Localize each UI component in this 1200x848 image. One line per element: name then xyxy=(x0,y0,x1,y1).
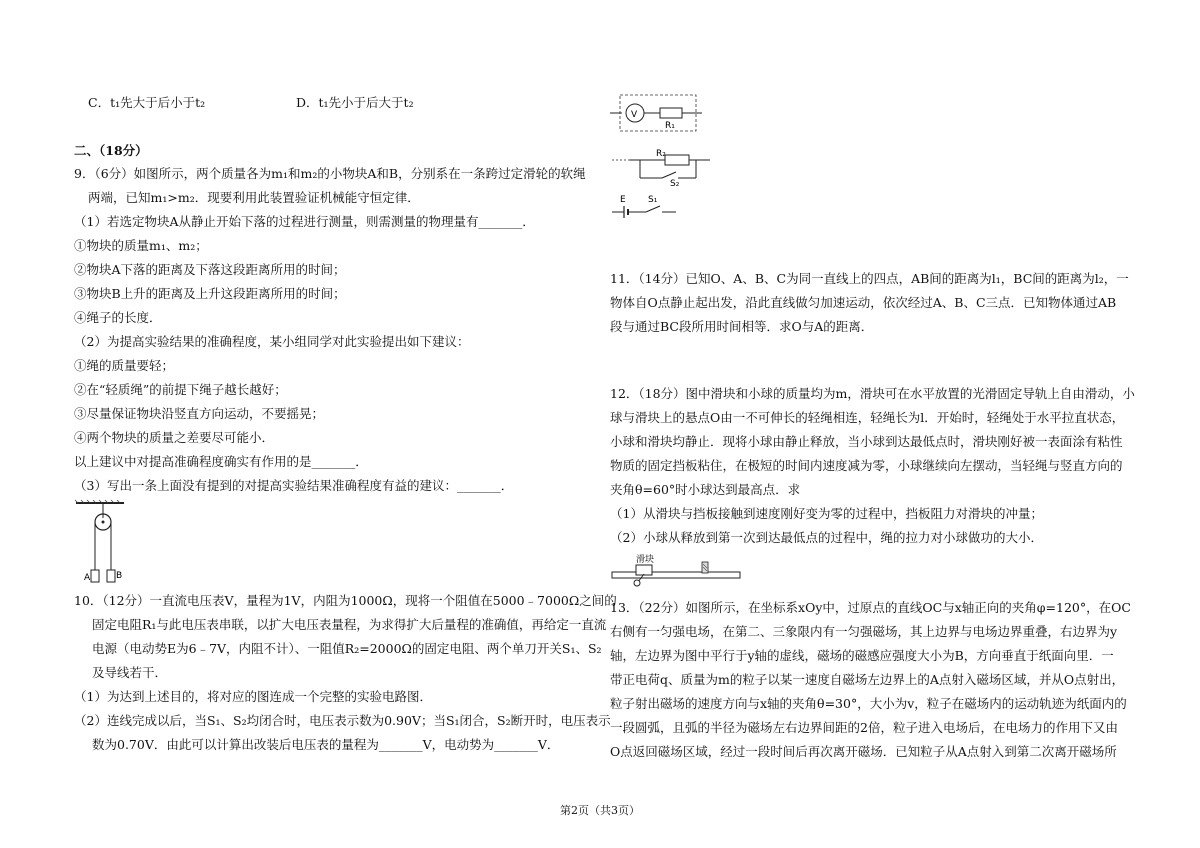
q12-line: 物质的固定挡板粘住，在极短的时间内速度减为零，小球继续向左摆动，当轻绳与竖直方向的 xyxy=(610,458,1123,473)
slider-label: 滑块 xyxy=(636,555,655,565)
block-a xyxy=(91,570,99,582)
q9-line: （3）写出一条上面没有提到的对提高实验结果准确程度有益的建议：_______． xyxy=(74,478,514,493)
q13-line: 粒子射出磁场的速度方向与x轴的夹角θ=30°，大小为v，粒子在磁场内的运动轨迹为纸面内的 xyxy=(610,696,1127,711)
q9-line: ④两个物块的质量之差要尽可能小． xyxy=(74,430,275,445)
baffle xyxy=(702,562,708,573)
pulley-figure xyxy=(74,500,134,584)
q10-line: 固定电阻R₁与此电压表串联，以扩大电压表量程，为求得扩大后量程的准确值，再给定一直流 xyxy=(92,617,607,632)
q9-line: （2）为提高实验结果的准确程度，某小组同学对此实验提出如下建议： xyxy=(74,334,470,349)
e-label: E xyxy=(620,195,626,205)
switch-s2 xyxy=(662,172,676,178)
q9-line: ②物块A下落的距离及下落这段距离所用的时间； xyxy=(74,262,346,277)
switch-s1 xyxy=(646,206,660,212)
q10-line: （1）为达到上述目的，将对应的图连成一个完整的实验电路图． xyxy=(74,689,432,704)
slider-block xyxy=(636,565,652,575)
q9-line: 两端，已知m₁>m₂．现要利用此装置验证机械能守恒定律． xyxy=(88,190,420,205)
q9-line: 9．（6分）如图所示，两个质量各为m₁和m₂的小物块A和B，分别系在一条跨过定滑轮的软绳 xyxy=(74,166,586,181)
q13-line: O点返回磁场区域，经过一段时间后再次离开磁场．已知粒子从A点射入到第二次离开磁场所 xyxy=(610,744,1117,759)
q12-line: 球与滑块上的悬点O由一不可伸长的轻绳相连，轻绳长为l．开始时，轻绳处于水平拉直状态， xyxy=(610,410,1125,425)
label-a: A xyxy=(84,573,91,583)
q10-line: （2）连线完成以后，当S₁、S₂均闭合时，电压表示数为0.90V；当S₁闭合，S₂断开时，电压表示 xyxy=(74,713,611,728)
q9-line: ④绳子的长度． xyxy=(74,310,162,325)
q9-line: ②在“轻质绳”的前提下绳子越长越好； xyxy=(74,382,287,397)
page-footer: 第2页（共3页） xyxy=(560,804,640,817)
s2-label: S₂ xyxy=(670,179,680,189)
label-b: B xyxy=(116,571,123,581)
s1-label: S₁ xyxy=(648,195,658,205)
section-heading: 二、（18分） xyxy=(74,143,148,158)
q13-line: 一段圆弧，且弧的半径为磁场左右边界间距的2倍，粒子进入电场后，在电场力的作用下又由 xyxy=(610,720,1118,735)
q9-line: ①物块的质量m₁、m₂； xyxy=(74,238,208,253)
r2-label: R₂ xyxy=(656,149,666,159)
q13-line: 带正电荷q、质量为m的粒子以某一速度自磁场左边界上的A点射入磁场区域，并从O点射出， xyxy=(610,672,1125,687)
q9-line: ①绳的质量要轻； xyxy=(74,358,175,373)
circuit-figure xyxy=(610,90,710,220)
q11-line: 段与通过BC段所用时间相等．求O与A的距离． xyxy=(610,319,874,334)
q11-line: 物体自O点静止起出发，沿此直线做匀加速运动，依次经过A、B、C三点．已知物体通过AB xyxy=(610,295,1117,310)
q12-line: 12．（18分）图中滑块和小球的质量均为m，滑块可在水平放置的光滑固定导轨上自由滑动，小 xyxy=(610,386,1135,401)
option-c: C．t₁先大于后小于t₂ xyxy=(88,95,206,110)
q12-line: 小球和滑块均静止．现将小球由静止释放，当小球到达最低点时，滑块刚好被一表面涂有粘性 xyxy=(610,434,1123,449)
rail xyxy=(612,572,740,578)
q9-line: （1）若选定物块A从静止开始下落的过程进行测量，则需测量的物理量有_______． xyxy=(74,214,535,229)
q13-line: 轴，左边界为图中平行于y轴的虚线，磁场的磁感应强度大小为B，方向垂直于纸面向里．一 xyxy=(610,648,1114,663)
q10-line: 10．（12分）一直流电压表V，量程为1V，内阻为1000Ω，现将一个阻值在5000﹣7000Ω之间的 xyxy=(74,593,617,608)
ball xyxy=(634,580,640,586)
q10-line: 数为0.70V．由此可以计算出改装后电压表的量程为_______V，电动势为_______V． xyxy=(92,737,560,752)
voltmeter-label: V xyxy=(631,110,638,120)
q10-line: 电源（电动势E为6﹣7V，内阻不计）、一阻值R₂=2000Ω的固定电阻、两个单刀开关S₁、S₂ xyxy=(92,641,602,656)
q11-line: 11．（14分）已知O、A、B、C为同一直线上的四点，AB间的距离为l₁，BC间的距离为l₂，一 xyxy=(610,271,1129,286)
q9-line: ③尽量保证物块沿竖直方向运动，不要摇晃； xyxy=(74,406,325,421)
q9-line: ③物块B上升的距离及上升这段距离所用的时间； xyxy=(74,286,346,301)
q13-line: 13．（22分）如图所示，在坐标系xOy中，过原点的直线OC与x轴正向的夹角φ=120°，在OC xyxy=(610,600,1131,615)
option-d: D．t₁先小于后大于t₂ xyxy=(296,95,414,110)
q9-line: 以上建议中对提高准确程度确实有作用的是_______． xyxy=(74,454,368,469)
q10-line: 及导线若干． xyxy=(92,665,168,680)
q13-line: 右侧有一匀强电场，在第二、三象限内有一匀强磁场，其上边界与电场边界重叠，右边界为y xyxy=(610,624,1118,639)
block-b xyxy=(107,570,115,582)
slider-figure xyxy=(610,552,745,588)
resistor-r1 xyxy=(660,108,682,118)
r1-label: R₁ xyxy=(665,121,675,131)
q12-line: （1）从滑块与挡板接触到速度刚好变为零的过程中，挡板阻力对滑块的冲量； xyxy=(610,506,1043,521)
q12-line: 夹角θ=60°时小球达到最高点．求 xyxy=(610,482,801,497)
q12-line: （2）小球从释放到第一次到达最低点的过程中，绳的拉力对小球做功的大小． xyxy=(610,530,1043,545)
resistor-r2 xyxy=(665,155,689,165)
